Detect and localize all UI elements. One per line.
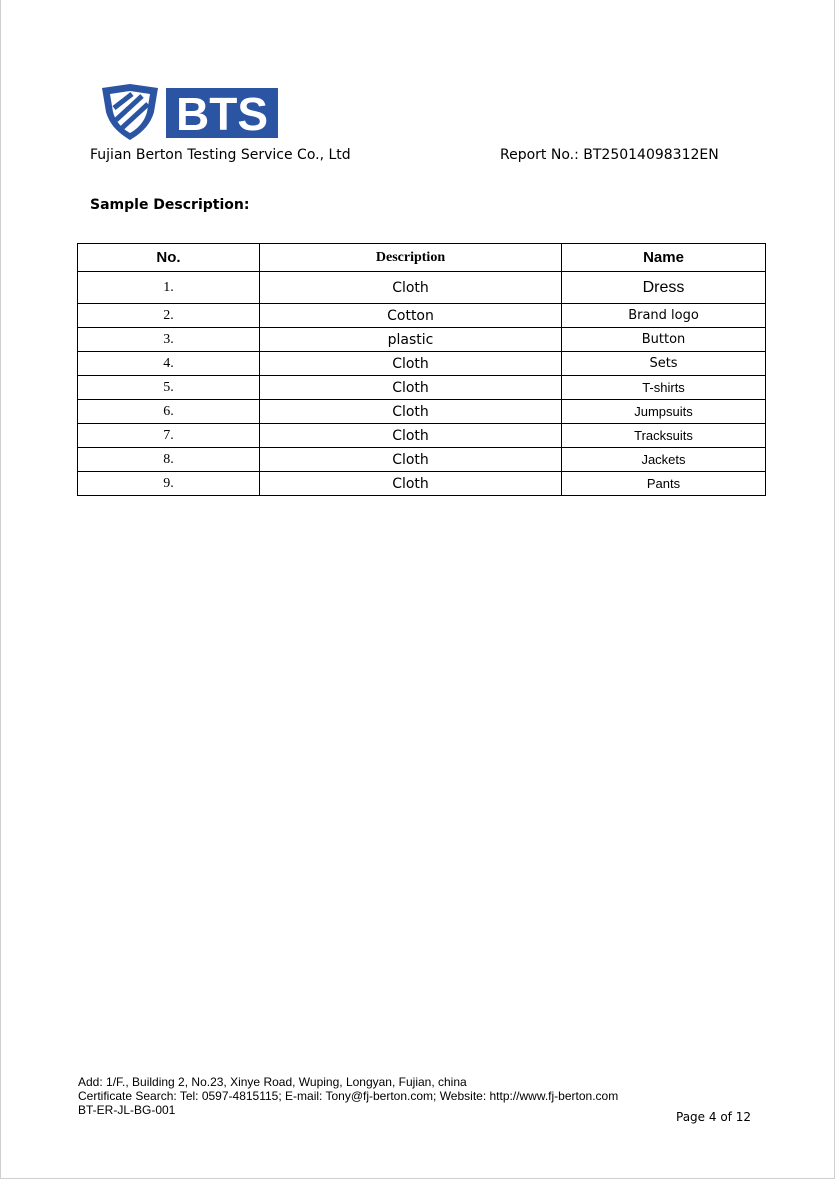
cell-description: Cloth	[260, 376, 562, 400]
cell-name: Sets	[562, 352, 766, 376]
cell-no: 8.	[78, 448, 260, 472]
report-number: Report No.: BT25014098312EN	[500, 147, 719, 163]
header-name: Name	[562, 244, 766, 272]
cell-no: 1.	[78, 272, 260, 304]
bts-logo	[100, 82, 280, 142]
table-header-row	[78, 244, 766, 272]
cell-description: Cloth	[260, 472, 562, 496]
cell-description: Cotton	[260, 304, 562, 328]
table-row	[78, 472, 766, 496]
cell-name: Button	[562, 328, 766, 352]
logo-text: BTS	[176, 88, 268, 140]
company-name: Fujian Berton Testing Service Co., Ltd	[90, 147, 351, 163]
cell-no: 9.	[78, 472, 260, 496]
cell-name: Jumpsuits	[562, 400, 766, 424]
cell-no: 4.	[78, 352, 260, 376]
page-number: Page 4 of 12	[676, 1110, 751, 1124]
cell-name: Tracksuits	[562, 424, 766, 448]
table-row	[78, 304, 766, 328]
header-no: No.	[78, 244, 260, 272]
cell-description: Cloth	[260, 448, 562, 472]
table-row	[78, 352, 766, 376]
cell-description: Cloth	[260, 352, 562, 376]
cell-name: Pants	[562, 472, 766, 496]
cell-no: 5.	[78, 376, 260, 400]
footer-certificate: Certificate Search: Tel: 0597-4815115; E-mail: Tony@fj-berton.com; Website: http://www.fj-berton.com	[78, 1089, 619, 1103]
cell-no: 7.	[78, 424, 260, 448]
table-row	[78, 376, 766, 400]
cell-no: 2.	[78, 304, 260, 328]
shield-icon	[102, 84, 158, 140]
table-row	[78, 328, 766, 352]
table-row	[78, 448, 766, 472]
header-description: Description	[260, 244, 562, 272]
table-row	[78, 400, 766, 424]
section-title: Sample Description:	[90, 197, 250, 213]
footer-address: Add: 1/F., Building 2, No.23, Xinye Road, Wuping, Longyan, Fujian, china	[78, 1075, 467, 1089]
cell-description: Cloth	[260, 272, 562, 304]
cell-description: Cloth	[260, 400, 562, 424]
cell-no: 6.	[78, 400, 260, 424]
table-row	[78, 424, 766, 448]
footer-doc-code: BT-ER-JL-BG-001	[78, 1103, 176, 1117]
cell-no: 3.	[78, 328, 260, 352]
sample-table	[77, 243, 766, 496]
table-row	[78, 272, 766, 304]
cell-description: Cloth	[260, 424, 562, 448]
cell-name: Dress	[562, 272, 766, 304]
cell-description: plastic	[260, 328, 562, 352]
cell-name: Brand logo	[562, 304, 766, 328]
footer	[78, 1075, 618, 1117]
cell-name: Jackets	[562, 448, 766, 472]
cell-name: T-shirts	[562, 376, 766, 400]
